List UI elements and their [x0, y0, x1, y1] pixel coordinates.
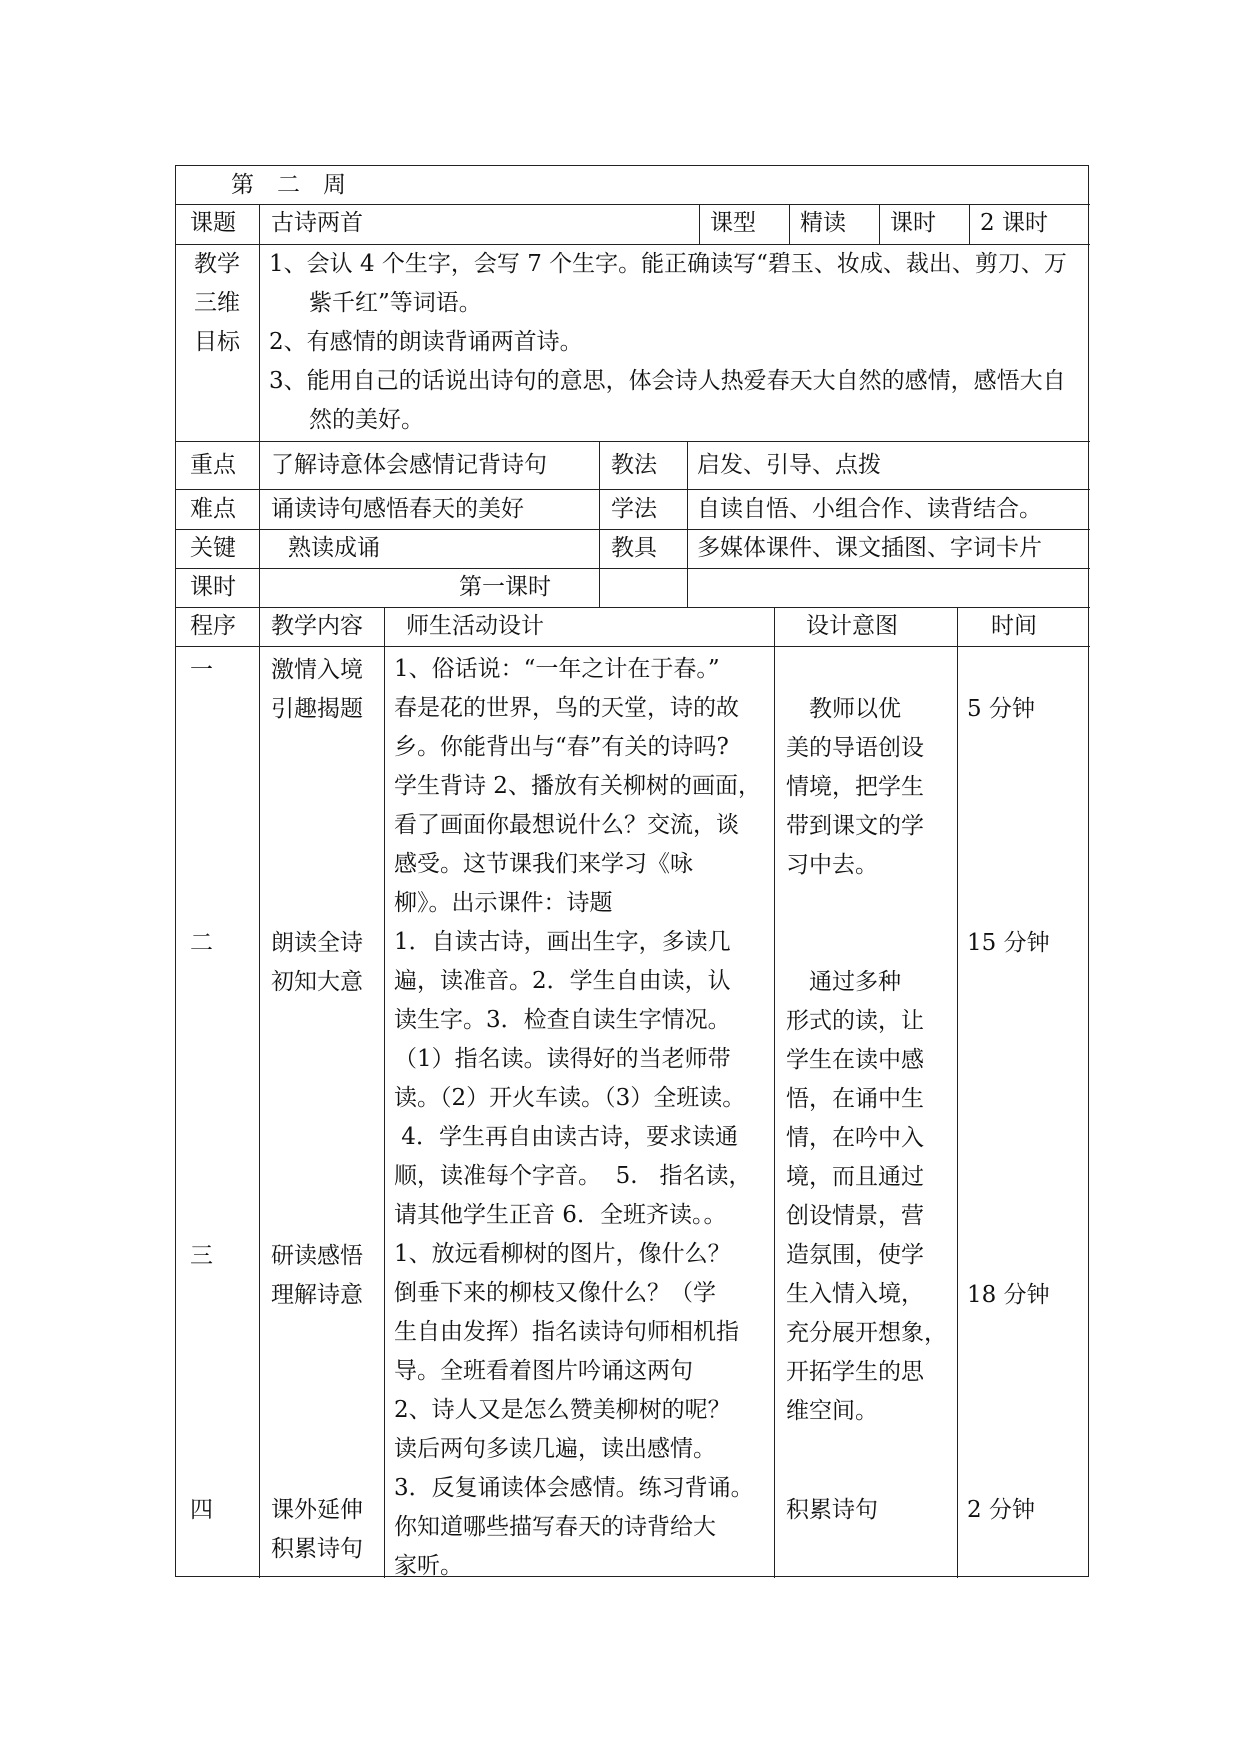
activity-line: 春是花的世界，鸟的天堂，诗的故: [394, 695, 739, 721]
step-time: 5 分钟: [967, 696, 1035, 722]
activity-line: 读。（2）开火车读。（3）全班读。: [394, 1085, 746, 1111]
goal-item: 2、有感情的朗读背诵两首诗。: [269, 329, 583, 355]
learn-value: 自读自悟、小组合作、读背结合。: [697, 496, 1042, 522]
activity-line: 3．反复诵读体会感情。练习背诵。: [394, 1475, 754, 1501]
intent-step-1: 教师以优 美的导语创设 情境，把学生 带到课文的学 习中去。: [786, 696, 924, 878]
activity-line: 读后两句多读几遍，读出感情。: [394, 1436, 716, 1462]
header-intent: 设计意图: [806, 613, 898, 639]
crux-value: 熟读成诵: [288, 535, 380, 561]
tools-value: 多媒体课件、课文插图、字词卡片: [697, 535, 1042, 561]
step-content: 激情入境 引趣揭题: [271, 657, 363, 722]
activity-line: 家听。: [394, 1553, 463, 1579]
period-value: 第一课时: [459, 574, 551, 600]
step-number: 三: [190, 1243, 213, 1269]
header-activity: 师生活动设计: [406, 613, 544, 639]
activity-line: 1、俗话说：“一年之计在于春。”: [394, 656, 720, 682]
step-time: 18 分钟: [967, 1282, 1050, 1308]
activity-line: 顺，读准每个字音。 5. 指名读，: [394, 1163, 752, 1189]
step-content: 课外延伸 积累诗句: [271, 1497, 363, 1562]
intent-step-2-3: 通过多种 形式的读，让 学生在读中感 悟，在诵中生 情，在吟中入 境，而且通过 创设情景，营 造氛围，使学 生入情入境， 充分展开想象， 开拓学生的思 维空间。: [786, 969, 947, 1424]
hours-value: 2 课时: [980, 210, 1048, 236]
week-heading: 第 二 周: [231, 172, 346, 198]
type-value: 精读: [800, 210, 846, 236]
goals-label: 教学 三维 目标: [194, 251, 240, 355]
intent-step-4: 积累诗句: [786, 1497, 878, 1523]
title-value: 古诗两首: [271, 210, 363, 236]
step-content: 研读感悟 理解诗意: [271, 1243, 363, 1308]
hours-label: 课时: [890, 210, 936, 236]
activity-line: （1）指名读。读得好的当老师带: [394, 1046, 731, 1072]
tools-label: 教具: [611, 535, 657, 561]
activity-line: 遍，读准音。2．学生自由读，认: [394, 968, 731, 994]
crux-label: 关键: [190, 535, 236, 561]
step-number: 二: [190, 930, 213, 956]
difficulty-label: 难点: [190, 496, 236, 522]
goal-item: 3、能用自己的话说出诗句的意思，体会诗人热爱春天大自然的感情，感悟大自然的美好。: [269, 368, 1066, 433]
activity-line: 倒垂下来的柳枝又像什么？（学: [394, 1280, 716, 1306]
step-number: 一: [190, 657, 213, 683]
activity-line: 请其他学生正音 6．全班齐读。。: [394, 1202, 727, 1228]
activity-line: 你知道哪些描写春天的诗背给大: [394, 1514, 716, 1540]
difficulty-value: 诵读诗句感悟春天的美好: [271, 496, 524, 522]
method-label: 教法: [611, 452, 657, 478]
step-time: 15 分钟: [967, 930, 1050, 956]
activity-line: 2、诗人又是怎么赞美柳树的呢？: [394, 1397, 731, 1423]
step-content: 朗读全诗 初知大意: [271, 930, 363, 995]
activity-line: 学生背诗 2、播放有关柳树的画面，: [394, 773, 761, 799]
title-label: 课题: [190, 210, 236, 236]
key-value: 了解诗意体会感情记背诗句: [271, 452, 547, 478]
goals-list: [269, 245, 1084, 440]
header-time: 时间: [991, 613, 1037, 639]
activity-line: 柳》。出示课件：诗题: [394, 890, 613, 916]
activity-line: 导。全班看着图片吟诵这两句: [394, 1358, 693, 1384]
key-label: 重点: [190, 452, 236, 478]
activity-line: 乡。你能背出与“春”有关的诗吗?: [394, 734, 729, 760]
header-procedure: 程序: [190, 613, 236, 639]
goal-item: 1、会认 4 个生字，会写 7 个生字。能正确读写“碧玉、妆成、裁出、剪刀、万紫千红”等词语。: [269, 251, 1067, 316]
activity-line: 1．自读古诗，画出生字，多读几: [394, 929, 731, 955]
activity-column: [394, 650, 761, 1586]
activity-line: 4．学生再自由读古诗，要求读通: [394, 1124, 738, 1150]
activity-line: 1、放远看柳树的图片，像什么？: [394, 1241, 731, 1267]
activity-line: 读生字。3．检查自读生字情况。: [394, 1007, 731, 1033]
step-number: 四: [190, 1497, 213, 1523]
activity-line: 生自由发挥）指名读诗句师相机指: [394, 1319, 739, 1345]
activity-line: 感受。这节课我们来学习《咏: [394, 851, 693, 877]
activity-line: 看了画面你最想说什么？交流，谈: [394, 812, 739, 838]
period-label: 课时: [190, 574, 236, 600]
lesson-plan-table: [175, 165, 1089, 1577]
header-content: 教学内容: [271, 613, 363, 639]
method-value: 启发、引导、点拨: [697, 452, 881, 478]
type-label: 课型: [710, 210, 756, 236]
step-time: 2 分钟: [967, 1497, 1035, 1523]
learn-label: 学法: [611, 496, 657, 522]
